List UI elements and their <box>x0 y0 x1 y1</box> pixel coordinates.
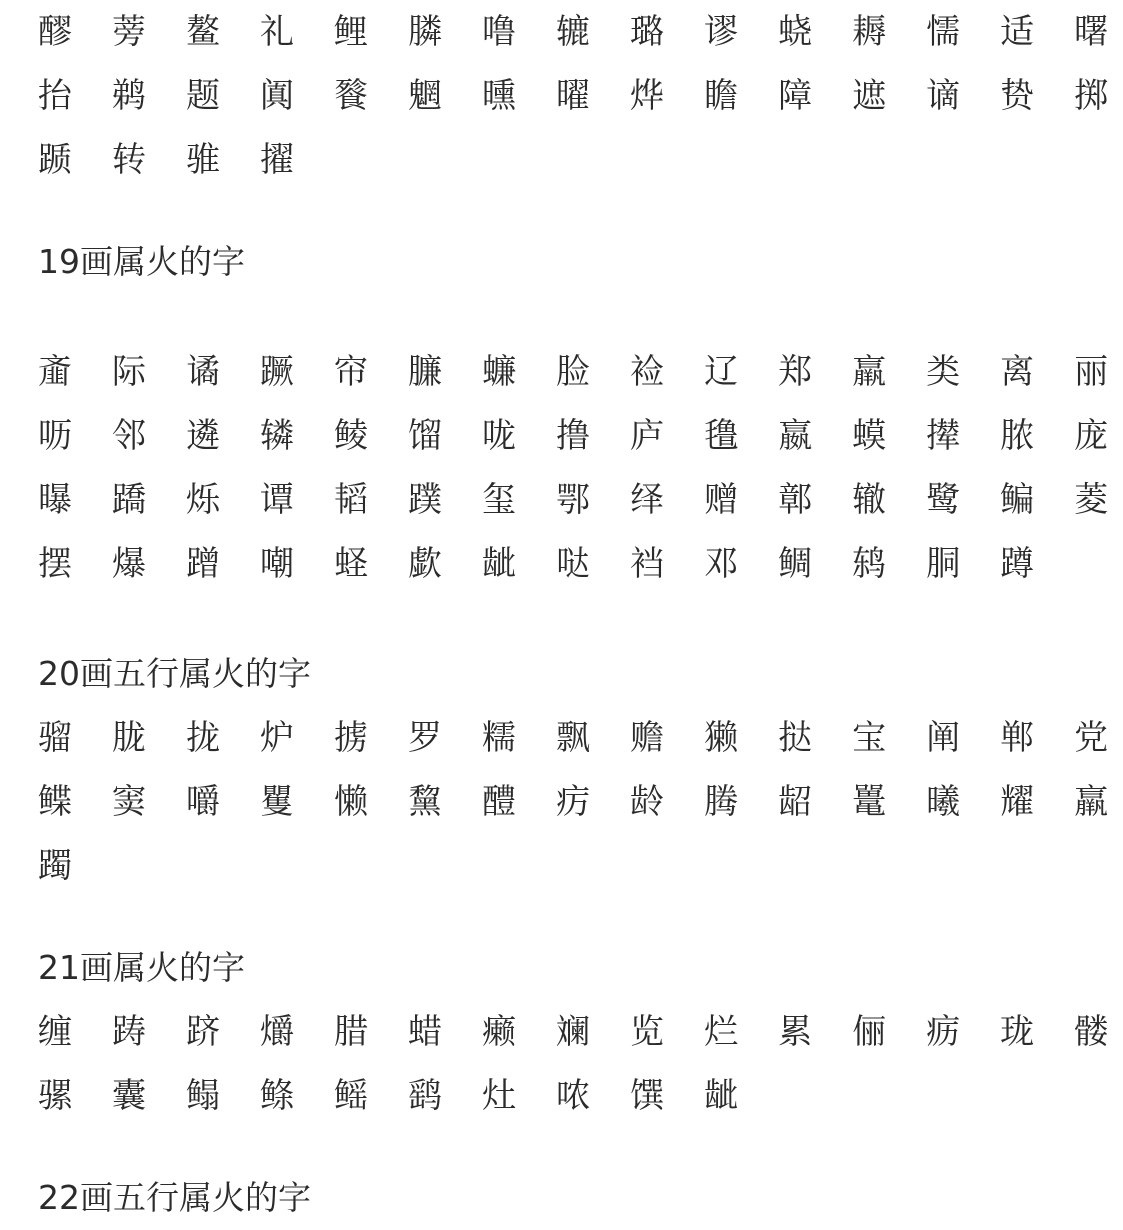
char-line: 齑 际 谲 蹶 帘 臁 蠊 脸 裣 辽 郑 羸 类 离 丽 <box>38 352 1123 392</box>
char-line: 骡 囊 鳎 鲦 鳐 鹞 灶 哝 馔 龇 <box>38 1076 753 1116</box>
char-line: 缠 踌 跻 爝 腊 蜡 癞 斓 览 烂 累 俪 疬 珑 髅 <box>38 1012 1123 1052</box>
char-line: 躅 <box>38 846 87 886</box>
char-line: 醪 蒡 鳌 礼 鲤 膦 噜 辘 璐 谬 蛲 耨 懦 适 曙 <box>38 12 1123 52</box>
section-heading-20: 20画五行属火的字 <box>38 654 311 693</box>
char-line: 骝 胧 拢 炉 掳 罗 糯 飘 赡 獭 挞 宝 阐 郸 党 <box>38 718 1123 758</box>
char-line: 摆 爆 蹭 嘲 蛏 歔 龇 哒 裆 邓 鲷 鸫 胴 蹲 <box>38 544 1049 584</box>
section-heading-19: 19画属火的字 <box>38 242 245 281</box>
char-line: 抬 鹈 题 阗 餮 魍 曛 曜 烨 瞻 障 遮 谪 贽 掷 <box>38 76 1123 116</box>
section-heading-21: 21画属火的字 <box>38 948 245 987</box>
char-line: 鲽 窦 嚼 矍 懒 黧 醴 疠 龄 腾 龆 鼍 曦 耀 羸 <box>38 782 1123 822</box>
document-page <box>38 0 1123 1230</box>
char-line: 曝 蹻 烁 谭 韬 蹼 玺 鄂 绎 赠 鄣 辙 鹭 鳊 菱 <box>38 480 1123 520</box>
section-heading-22: 22画五行属火的字 <box>38 1178 311 1217</box>
char-line: 踬 转 骓 擢 <box>38 140 309 180</box>
char-line: 呖 邻 遴 辚 鲮 馏 咙 撸 庐 氇 嬴 蟆 撵 脓 庞 <box>38 416 1123 456</box>
